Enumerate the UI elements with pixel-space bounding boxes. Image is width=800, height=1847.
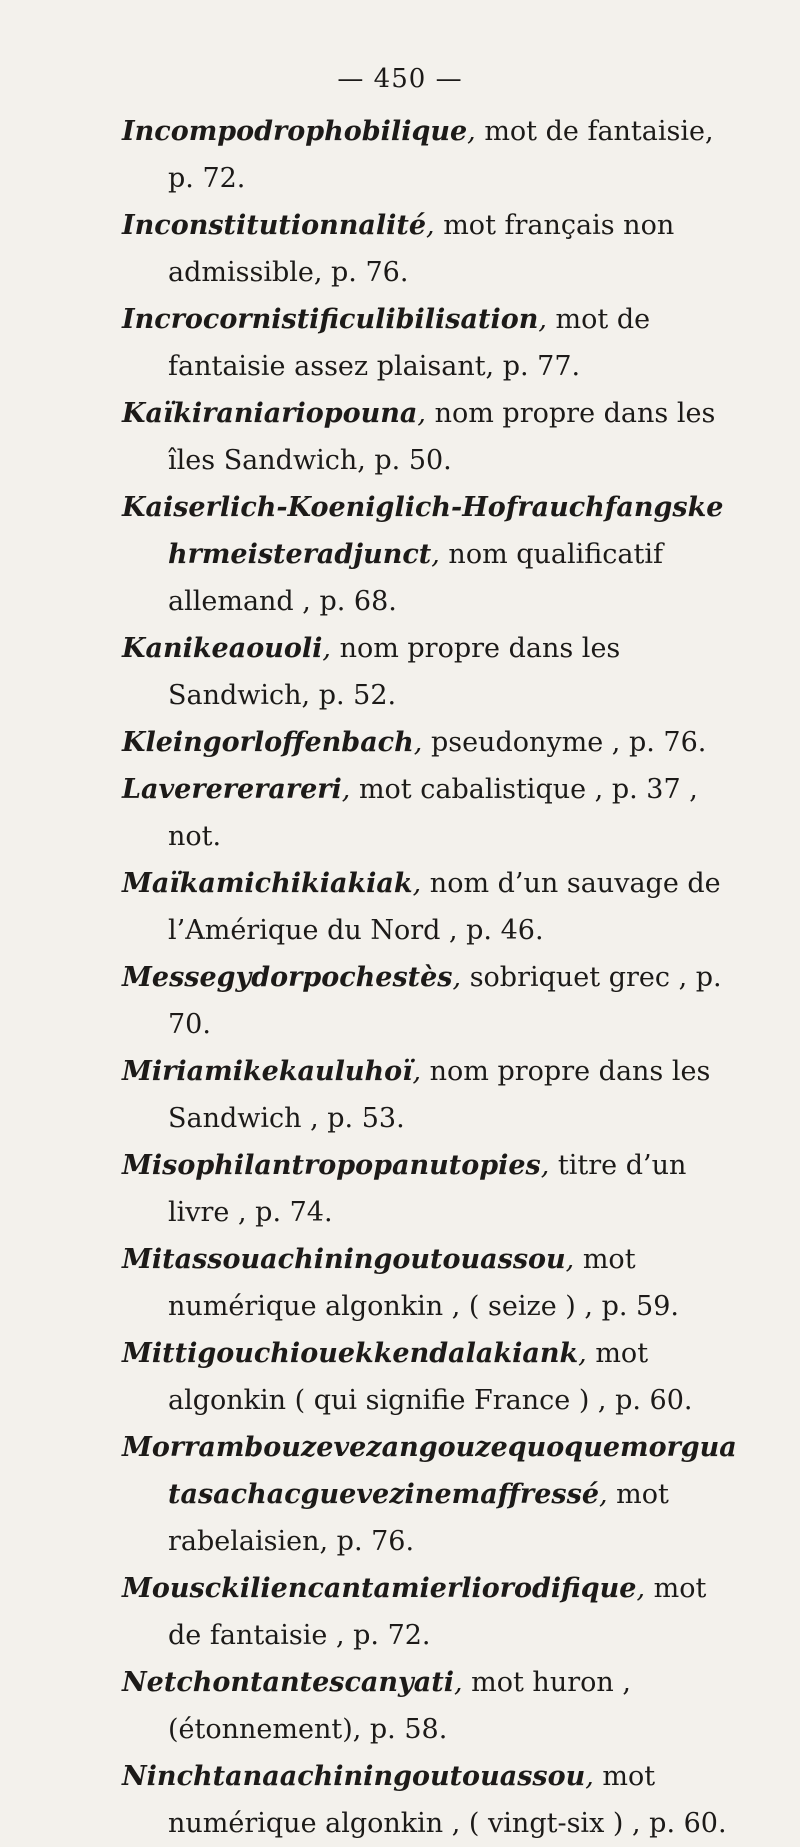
entry-definition: nom propre dans les îles Sandwich, p. 50. [168,398,716,476]
entry-term: Kleingorloffenbach [122,727,414,758]
entry-term: Messegydorpochestès [122,962,453,993]
entry-separator: , [452,962,462,993]
entry-term: Kaiserlich-Koeniglich-Hofrauchfangskehrmeisteradjunct [122,492,724,570]
glossary-entry [122,1330,742,1424]
glossary-entry [122,625,742,719]
entry-definition: nom propre dans les Sandwich , p. 53. [168,1056,711,1134]
entry-definition: mot numérique algonkin , ( seize ) , p. 59. [168,1244,679,1322]
entry-term: Incrocornistificulibilisation [122,304,539,335]
entry-separator: , [453,1667,463,1698]
entry-definition: mot rabelaisien, p. 76. [168,1479,669,1557]
entry-term: Mousckiliencantamierliorodifique [122,1573,637,1604]
entry-term: Misophilantropopanutopies [122,1150,541,1181]
glossary-entry [122,202,742,296]
glossary-entry [122,484,742,625]
glossary-entry [122,766,742,860]
entry-separator: , [412,868,422,899]
entry-separator: , [426,210,435,241]
entry-separator: , [341,774,351,805]
entry-term: Kanikeaouoli [122,633,323,664]
entry-definition: mot algonkin ( qui signifie France ) , p. 60. [168,1338,693,1416]
entry-term: Ninchtanaachiningoutouassou [122,1761,586,1792]
entry-definition: mot numérique algonkin , ( vingt-six ) , p. 60. [168,1761,727,1839]
glossary-entry [122,954,742,1048]
glossary-entry [122,108,742,202]
entry-term: Mittigouchiouekkendalakiank [122,1338,579,1369]
glossary-entry [122,1659,742,1753]
glossary-entry [122,296,742,390]
entry-term: Inconstitutionnalité [122,210,427,241]
entry-separator: , [538,304,547,335]
glossary-entry [122,1048,742,1142]
glossary-list [122,108,742,1847]
entry-separator: , [413,727,423,758]
entry-separator: , [467,116,476,147]
entry-definition: mot de fantaisie , p. 72. [168,1573,707,1651]
entry-definition: mot de fantaisie assez plaisant, p. 77. [168,304,651,382]
entry-definition: mot de fantaisie, p. 72. [168,116,714,194]
entry-term: Maïkamichikiakiak [122,868,413,899]
entry-term: Mitassouachiningoutouassou [122,1244,566,1275]
glossary-entry [122,1142,742,1236]
glossary-entry [122,1236,742,1330]
entry-definition: nom propre dans les Sandwich, p. 52. [168,633,621,711]
entry-separator: , [599,1479,608,1510]
entry-separator: , [585,1761,594,1792]
entry-definition: titre d’un livre , p. 74. [168,1150,687,1228]
entry-term: Laverererareri [122,774,342,805]
entry-separator: , [417,398,427,429]
entry-definition: mot huron , (étonnement), p. 58. [168,1667,631,1745]
entry-definition: nom d’un sauvage de l’Amérique du Nord , p. 46. [168,868,721,946]
entry-separator: , [431,539,440,570]
glossary-entry [122,1424,742,1565]
glossary-entry [122,1753,742,1847]
entry-separator: , [578,1338,587,1369]
entry-definition: mot français non admissible, p. 76. [168,210,675,288]
glossary-entry [122,390,742,484]
entry-term: Netchontantescanyati [122,1667,454,1698]
entry-definition: nom qualificatif allemand , p. 68. [168,539,664,617]
entry-term: Morrambouzevezangouzequoquemorguatasachacguevezinemaffressé [122,1432,737,1510]
glossary-entry [122,1565,742,1659]
entry-separator: , [322,633,331,664]
entry-term: Incompodrophobilique [122,116,468,147]
entry-definition: mot cabalistique , p. 37 , not. [168,774,698,852]
glossary-entry [122,719,742,766]
entry-separator: , [412,1056,422,1087]
entry-separator: , [636,1573,646,1604]
entry-definition: sobriquet grec , p. 70. [168,962,722,1040]
entry-definition: pseudonyme , p. 76. [422,727,707,758]
page-number: — 450 — [337,64,463,94]
entry-term: Kaïkiraniariopouna [122,398,418,429]
entry-separator: , [540,1150,550,1181]
entry-term: Miriamikekauluhoï [122,1056,413,1087]
glossary-entry [122,860,742,954]
entry-separator: , [565,1244,575,1275]
